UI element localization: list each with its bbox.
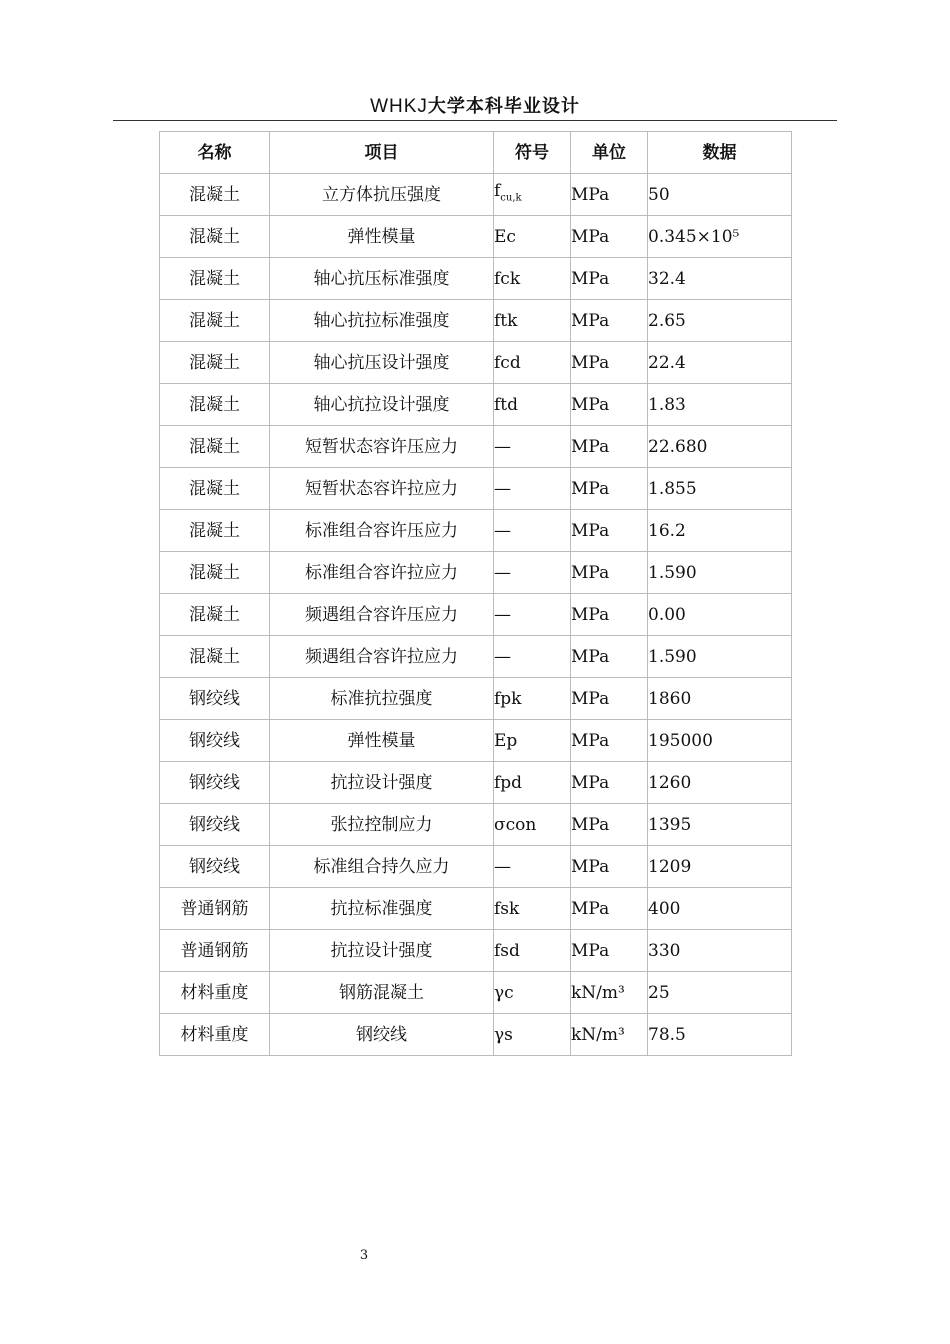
cell-unit: MPa — [571, 174, 648, 216]
symbol-subscript: cu,k — [500, 192, 522, 204]
cell-symbol: ftd — [494, 384, 571, 426]
cell-value: 0.345×10⁵ — [648, 216, 792, 258]
cell-value: 16.2 — [648, 510, 792, 552]
cell-unit: MPa — [571, 930, 648, 972]
cell-symbol: Ep — [494, 720, 571, 762]
cell-value: 2.65 — [648, 300, 792, 342]
cell-value: 0.00 — [648, 594, 792, 636]
cell-unit: MPa — [571, 636, 648, 678]
cell-value: 22.680 — [648, 426, 792, 468]
table-row — [160, 1014, 792, 1056]
table-row — [160, 468, 792, 510]
cell-name: 材料重度 — [160, 972, 270, 1014]
cell-item: 抗拉设计强度 — [270, 762, 494, 804]
cell-name: 混凝土 — [160, 384, 270, 426]
cell-name: 钢绞线 — [160, 678, 270, 720]
cell-unit: MPa — [571, 720, 648, 762]
cell-value: 1.83 — [648, 384, 792, 426]
cell-unit: MPa — [571, 342, 648, 384]
cell-unit: MPa — [571, 216, 648, 258]
cell-unit: MPa — [571, 846, 648, 888]
cell-item: 钢筋混凝土 — [270, 972, 494, 1014]
table-row — [160, 636, 792, 678]
cell-name: 钢绞线 — [160, 846, 270, 888]
cell-symbol: — — [494, 846, 571, 888]
cell-symbol: fck — [494, 258, 571, 300]
cell-symbol: fsk — [494, 888, 571, 930]
table-row — [160, 426, 792, 468]
cell-value: 25 — [648, 972, 792, 1014]
cell-item: 短暂状态容许压应力 — [270, 426, 494, 468]
cell-symbol: — — [494, 426, 571, 468]
cell-symbol: fsd — [494, 930, 571, 972]
cell-symbol: fpd — [494, 762, 571, 804]
cell-unit: MPa — [571, 426, 648, 468]
cell-value: 1860 — [648, 678, 792, 720]
cell-name: 混凝土 — [160, 468, 270, 510]
cell-item: 轴心抗压标准强度 — [270, 258, 494, 300]
cell-symbol: — — [494, 636, 571, 678]
cell-name: 混凝土 — [160, 510, 270, 552]
table-row — [160, 846, 792, 888]
page-number: 3 — [359, 1248, 369, 1263]
cell-name: 混凝土 — [160, 552, 270, 594]
cell-item: 标准组合容许压应力 — [270, 510, 494, 552]
table-row — [160, 762, 792, 804]
header-title: 大学本科毕业设计 — [427, 96, 580, 117]
table-row — [160, 510, 792, 552]
cell-value: 330 — [648, 930, 792, 972]
cell-name: 钢绞线 — [160, 804, 270, 846]
table-row — [160, 300, 792, 342]
cell-name: 混凝土 — [160, 174, 270, 216]
symbol-base: f — [494, 180, 501, 201]
cell-unit: kN/m³ — [571, 1014, 648, 1056]
cell-name: 普通钢筋 — [160, 930, 270, 972]
cell-name: 混凝土 — [160, 636, 270, 678]
cell-item: 弹性模量 — [270, 720, 494, 762]
cell-value: 1.855 — [648, 468, 792, 510]
cell-value: 1209 — [648, 846, 792, 888]
cell-unit: MPa — [571, 552, 648, 594]
cell-symbol: — — [494, 594, 571, 636]
cell-item: 张拉控制应力 — [270, 804, 494, 846]
cell-symbol: — — [494, 468, 571, 510]
cell-unit: MPa — [571, 888, 648, 930]
table-row — [160, 174, 792, 216]
material-parameters-table — [159, 131, 792, 1056]
cell-symbol: — — [494, 552, 571, 594]
table-row — [160, 678, 792, 720]
table-row — [160, 720, 792, 762]
cell-item: 轴心抗拉设计强度 — [270, 384, 494, 426]
cell-symbol: γs — [494, 1014, 571, 1056]
cell-name: 钢绞线 — [160, 720, 270, 762]
cell-value: 1260 — [648, 762, 792, 804]
cell-unit: MPa — [571, 804, 648, 846]
cell-unit: MPa — [571, 384, 648, 426]
table-row — [160, 930, 792, 972]
cell-unit: MPa — [571, 594, 648, 636]
table-row — [160, 804, 792, 846]
cell-value: 50 — [648, 174, 792, 216]
cell-name: 混凝土 — [160, 426, 270, 468]
column-header-item: 项目 — [270, 132, 494, 174]
column-header-name: 名称 — [160, 132, 270, 174]
cell-item: 短暂状态容许拉应力 — [270, 468, 494, 510]
cell-value: 1.590 — [648, 636, 792, 678]
cell-value: 195000 — [648, 720, 792, 762]
cell-unit: MPa — [571, 762, 648, 804]
table-row — [160, 342, 792, 384]
cell-symbol — [494, 174, 571, 216]
cell-item: 轴心抗拉标准强度 — [270, 300, 494, 342]
cell-symbol: — — [494, 510, 571, 552]
table-row — [160, 972, 792, 1014]
cell-name: 混凝土 — [160, 258, 270, 300]
cell-item: 轴心抗压设计强度 — [270, 342, 494, 384]
cell-name: 混凝土 — [160, 300, 270, 342]
cell-value: 400 — [648, 888, 792, 930]
header-school-code: WHKJ — [370, 96, 428, 117]
table-row — [160, 594, 792, 636]
cell-name: 混凝土 — [160, 216, 270, 258]
page-header — [113, 92, 837, 121]
cell-item: 钢绞线 — [270, 1014, 494, 1056]
cell-item: 频遇组合容许拉应力 — [270, 636, 494, 678]
cell-unit: MPa — [571, 510, 648, 552]
cell-name: 材料重度 — [160, 1014, 270, 1056]
cell-unit: MPa — [571, 258, 648, 300]
cell-name: 混凝土 — [160, 342, 270, 384]
table-row — [160, 888, 792, 930]
column-header-symbol: 符号 — [494, 132, 571, 174]
cell-symbol: γc — [494, 972, 571, 1014]
table-row — [160, 216, 792, 258]
table-body — [160, 174, 792, 1056]
cell-symbol: fpk — [494, 678, 571, 720]
cell-item: 标准抗拉强度 — [270, 678, 494, 720]
table-row — [160, 258, 792, 300]
cell-item: 抗拉设计强度 — [270, 930, 494, 972]
cell-value: 22.4 — [648, 342, 792, 384]
table-row — [160, 384, 792, 426]
cell-symbol: σcon — [494, 804, 571, 846]
cell-item: 频遇组合容许压应力 — [270, 594, 494, 636]
column-header-value: 数据 — [648, 132, 792, 174]
cell-item: 标准组合容许拉应力 — [270, 552, 494, 594]
cell-value: 1395 — [648, 804, 792, 846]
column-header-unit: 单位 — [571, 132, 648, 174]
cell-name: 混凝土 — [160, 594, 270, 636]
cell-symbol: ftk — [494, 300, 571, 342]
cell-unit: kN/m³ — [571, 972, 648, 1014]
cell-item: 标准组合持久应力 — [270, 846, 494, 888]
cell-unit: MPa — [571, 300, 648, 342]
cell-value: 32.4 — [648, 258, 792, 300]
cell-symbol: Ec — [494, 216, 571, 258]
cell-item: 抗拉标准强度 — [270, 888, 494, 930]
cell-item: 弹性模量 — [270, 216, 494, 258]
table-header-row — [160, 132, 792, 174]
cell-name: 钢绞线 — [160, 762, 270, 804]
cell-symbol: fcd — [494, 342, 571, 384]
table-row — [160, 552, 792, 594]
cell-name: 普通钢筋 — [160, 888, 270, 930]
cell-value: 78.5 — [648, 1014, 792, 1056]
cell-unit: MPa — [571, 468, 648, 510]
cell-unit: MPa — [571, 678, 648, 720]
cell-item: 立方体抗压强度 — [270, 174, 494, 216]
cell-value: 1.590 — [648, 552, 792, 594]
